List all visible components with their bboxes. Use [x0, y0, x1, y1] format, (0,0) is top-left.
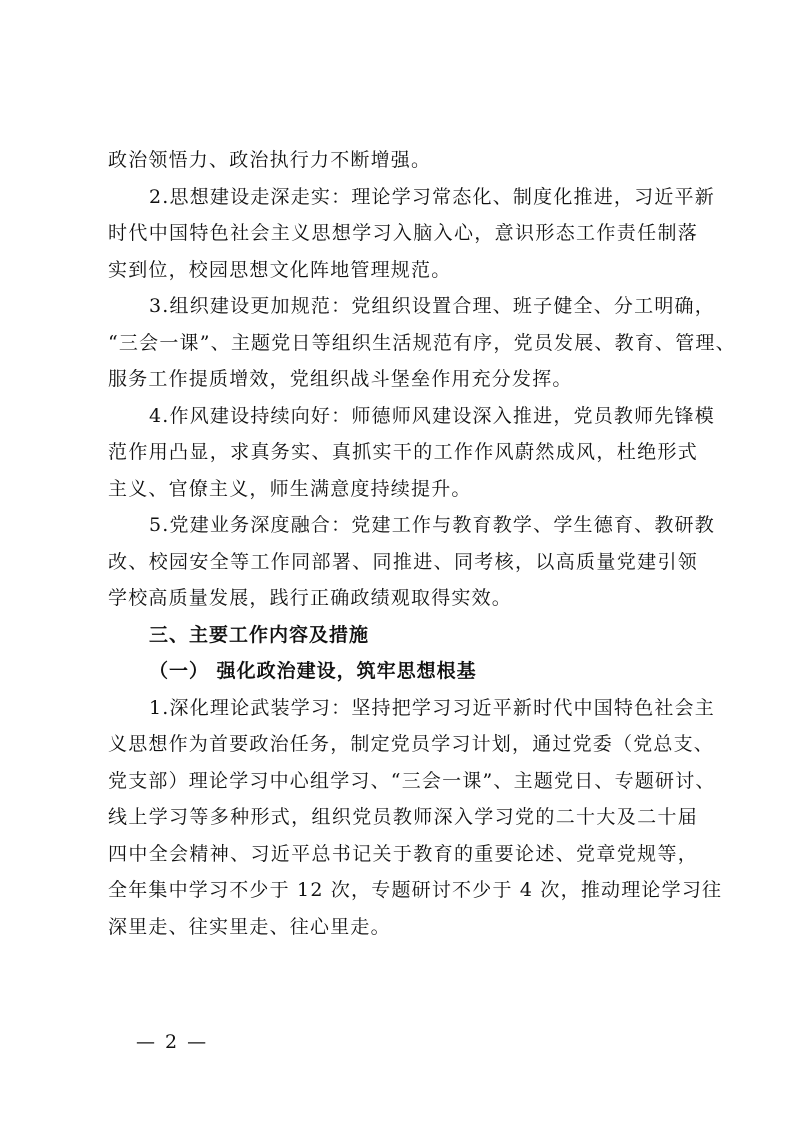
body-text-line: 线上学习等多种形式，组织党员教师深入学习党的二十大及二十届	[108, 806, 698, 828]
body-text-line: “三会一课”、主题党日等组织生活规范有序，党员发展、教育、管理、	[108, 331, 736, 354]
body-text-line: 全年集中学习不少于 12 次，专题研讨不少于 4 次，推动理论学习往	[108, 879, 723, 901]
body-text-line: 范作用凸显，求真务实、真抓实干的工作作风蔚然成风，杜绝形式	[108, 441, 698, 463]
page-number: — 2 —	[136, 1031, 209, 1053]
body-text-line: 学校高质量发展，践行正确政绩观取得实效。	[108, 587, 513, 609]
body-text-line: 2.思想建设走深走实：理论学习常态化、制度化推进，习近平新	[149, 185, 715, 208]
body-text-line: 4.作风建设持续向好：师德师风建设深入推进，党员教师先锋模	[149, 404, 715, 427]
body-text-line: 政治领悟力、政治执行力不断增强。	[108, 149, 432, 171]
document-body	[108, 142, 736, 945]
body-text-line: 实到位，校园思想文化阵地管理规范。	[108, 258, 452, 281]
section-heading: 三、主要工作内容及措施	[149, 623, 370, 646]
body-text-line: 党支部）理论学习中心组学习、“三会一课”、主题党日、专题研讨、	[108, 769, 716, 792]
body-text-line: 5.党建业务深度融合：党建工作与教育教学、学生德育、教研教	[149, 514, 715, 536]
body-text-line: 服务工作提质增效，党组织战斗堡垒作用充分发挥。	[108, 368, 573, 390]
body-text-line: 1.深化理论武装学习：坚持把学习习近平新时代中国特色社会主	[149, 696, 715, 719]
body-text-line: 义思想作为首要政治任务，制定党员学习计划，通过党委（党总支、	[108, 733, 715, 755]
body-text-line: 3.组织建设更加规范：党组织设置合理、班子健全、分工明确，	[149, 295, 715, 317]
body-text-line: 深里走、往实里走、往心里走。	[108, 915, 391, 938]
subsection-heading: （一） 强化政治建设，筑牢思想根基	[149, 660, 477, 682]
body-text-line: 时代中国特色社会主义思想学习入脑入心，意识形态工作责任制落	[108, 222, 698, 244]
body-text-line: 主义、官僚主义，师生满意度持续提升。	[108, 477, 472, 500]
body-text-line: 改、校园安全等工作同部署、同推进、同考核，以高质量党建引领	[108, 550, 698, 573]
body-text-line: 四中全会精神、习近平总书记关于教育的重要论述、党章党规等，	[108, 842, 698, 865]
